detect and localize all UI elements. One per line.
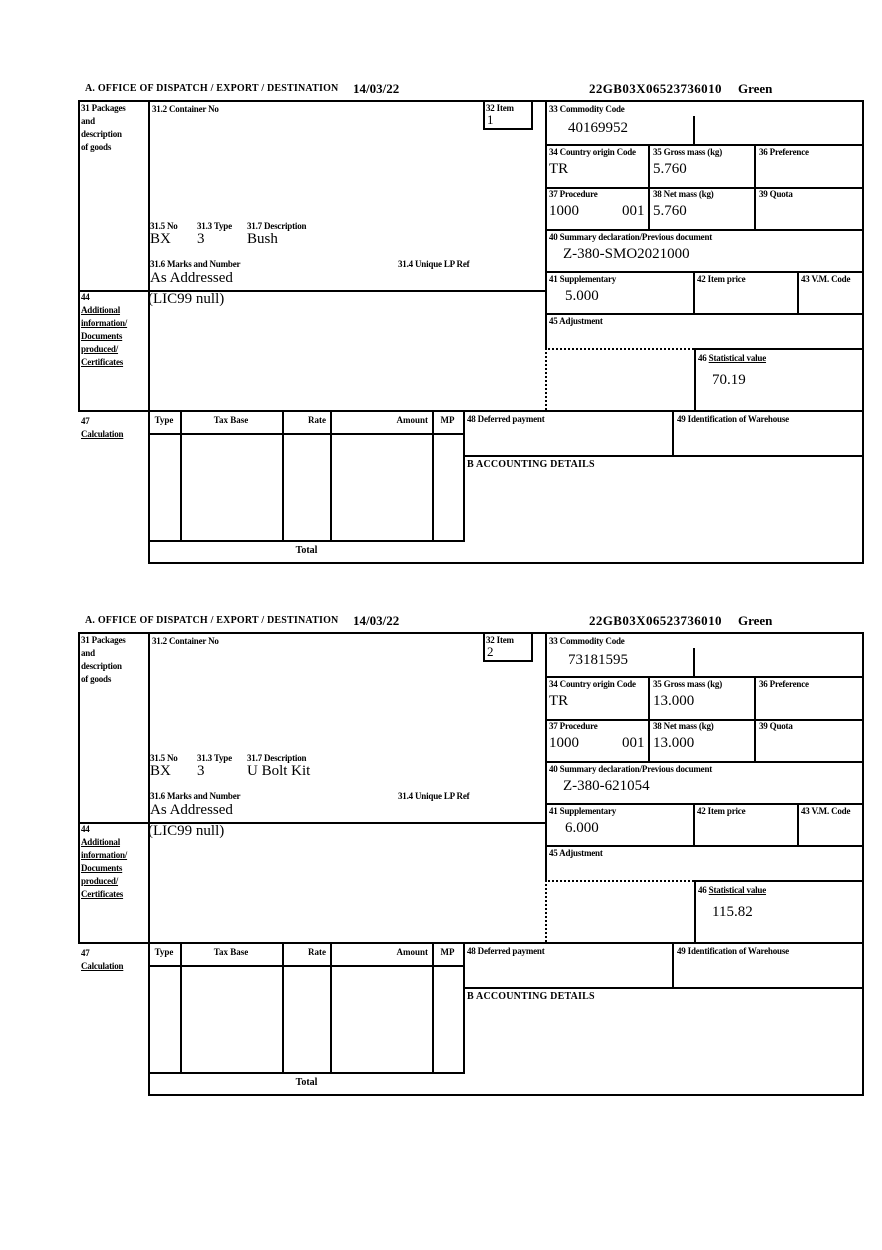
- warehouse-id-label: 49 Identification of Warehouse: [677, 946, 789, 956]
- line: [78, 632, 80, 944]
- total-label: Total: [295, 1077, 318, 1088]
- form-grid: [78, 100, 864, 564]
- unique-lp-ref-label: 31.4 Unique LP Ref: [398, 259, 470, 269]
- line: [148, 540, 465, 542]
- box47-number: 47: [81, 416, 90, 426]
- line: [862, 632, 864, 1096]
- line: [545, 761, 864, 763]
- line: [148, 100, 150, 564]
- preference-label: 36 Preference: [759, 679, 809, 689]
- box31-label-line1: 31 Packages: [81, 103, 126, 113]
- line: [545, 229, 864, 231]
- line: [797, 803, 799, 847]
- item-box-label: 32 Item: [486, 635, 514, 645]
- summary-declaration-label: 40 Summary declaration/Previous document: [549, 764, 713, 774]
- line: [672, 410, 674, 457]
- line: [483, 100, 485, 130]
- commodity-code-value: 40169952: [568, 120, 628, 136]
- box31-label-line3: description: [81, 129, 122, 139]
- line: [694, 348, 864, 350]
- line: [545, 632, 547, 880]
- box44-word-2: information/: [81, 850, 128, 860]
- pkg-no-label: 31.5 No: [150, 221, 178, 231]
- line: [78, 942, 864, 944]
- routing-value: Green: [738, 81, 773, 96]
- box44-number: 44: [81, 292, 90, 302]
- gross-mass-value: 5.760: [653, 161, 687, 177]
- procedure-ext-value: 001: [622, 203, 645, 219]
- line: [694, 348, 696, 410]
- line: [148, 433, 465, 435]
- country-origin-value: TR: [549, 161, 569, 177]
- commodity-code-label: 33 Commodity Code: [549, 104, 625, 114]
- gross-mass-value: 13.000: [653, 693, 695, 709]
- pkg-description-label: 31.7 Description: [247, 221, 307, 231]
- line: [148, 632, 150, 1096]
- line: [463, 455, 864, 457]
- line: [330, 410, 332, 540]
- previous-document-value: Z-380-SMO2021000: [563, 246, 690, 262]
- item-price-label: 42 Item price: [697, 274, 746, 284]
- line: [78, 100, 864, 102]
- item-price-label: 42 Item price: [697, 806, 746, 816]
- pkg-type-label: 31.3 Type: [197, 221, 232, 231]
- line: [694, 880, 864, 882]
- box44-word-4: produced/: [81, 876, 119, 886]
- dotted-line: [545, 348, 694, 350]
- pkg-no-value: BX: [150, 231, 171, 247]
- box44-word-5: Certificates: [81, 357, 124, 367]
- vm-code-label: 43 V.M. Code: [801, 806, 851, 816]
- total-label: Total: [295, 545, 318, 556]
- line: [545, 803, 864, 805]
- commodity-code-label: 33 Commodity Code: [549, 636, 625, 646]
- line: [463, 410, 465, 540]
- gross-mass-label: 35 Gross mass (kg): [653, 679, 722, 689]
- box31-label-line2: and: [81, 116, 95, 126]
- net-mass-label: 38 Net mass (kg): [653, 189, 714, 199]
- calc-col-type: Type: [154, 415, 174, 425]
- country-origin-value: TR: [549, 693, 569, 709]
- box31-label-line2: and: [81, 648, 95, 658]
- dispatch-date: 14/03/22: [353, 613, 400, 628]
- calc-col-amount: Amount: [396, 415, 428, 425]
- item-box-label: 32 Item: [486, 103, 514, 113]
- container-no-label: 31.2 Container No: [152, 104, 219, 114]
- quota-label: 39 Quota: [759, 189, 793, 199]
- statistical-value: 115.82: [712, 904, 753, 920]
- box44-word-2: information/: [81, 318, 128, 328]
- line: [282, 410, 284, 540]
- box44-word-5: Certificates: [81, 889, 124, 899]
- line: [148, 1094, 864, 1096]
- statistical-value-label: 46 Statistical value: [698, 353, 767, 363]
- calc-col-rate: Rate: [308, 415, 326, 425]
- routing-value: Green: [738, 613, 773, 628]
- line: [483, 660, 533, 662]
- pkg-type-label: 31.3 Type: [197, 753, 232, 763]
- line: [148, 965, 465, 967]
- line: [694, 880, 696, 942]
- net-mass-label: 38 Net mass (kg): [653, 721, 714, 731]
- line: [693, 271, 695, 315]
- net-mass-value: 5.760: [653, 203, 687, 219]
- deferred-payment-label: 48 Deferred payment: [467, 946, 545, 956]
- summary-declaration-label: 40 Summary declaration/Previous document: [549, 232, 713, 242]
- box44-word-3: Documents: [81, 331, 123, 341]
- container-no-label: 31.2 Container No: [152, 636, 219, 646]
- movement-reference-number: 22GB03X06523736010: [589, 613, 722, 628]
- procedure-ext-value: 001: [622, 735, 645, 751]
- line: [545, 313, 864, 315]
- box31-label-line4: of goods: [81, 674, 112, 684]
- calc-col-mp: MP: [440, 947, 455, 957]
- supplementary-value: 6.000: [565, 820, 599, 836]
- form-grid: [78, 632, 864, 1096]
- pkg-type-value: 3: [197, 231, 205, 247]
- calc-col-rate: Rate: [308, 947, 326, 957]
- quota-label: 39 Quota: [759, 721, 793, 731]
- office-of-dispatch-label: A. OFFICE OF DISPATCH / EXPORT / DESTINATION: [85, 615, 339, 626]
- commodity-code-separator: [693, 648, 695, 676]
- adjustment-label: 45 Adjustment: [549, 848, 603, 858]
- statistical-value: 70.19: [712, 372, 746, 388]
- pkg-no-label: 31.5 No: [150, 753, 178, 763]
- line: [672, 942, 674, 989]
- box44-word-1: Additional: [81, 837, 121, 847]
- pkg-description-value: U Bolt Kit: [247, 763, 311, 779]
- box44-word-1: Additional: [81, 305, 121, 315]
- line: [148, 1072, 465, 1074]
- pkg-no-value: BX: [150, 763, 171, 779]
- line: [531, 632, 533, 662]
- line: [545, 100, 547, 348]
- box31-label-line4: of goods: [81, 142, 112, 152]
- line: [330, 942, 332, 1072]
- unique-lp-ref-label: 31.4 Unique LP Ref: [398, 791, 470, 801]
- marks-value: As Addressed: [150, 270, 233, 286]
- accounting-details-label: B ACCOUNTING DETAILS: [467, 991, 595, 1002]
- pkg-description-value: Bush: [247, 231, 278, 247]
- country-origin-label: 34 Country origin Code: [549, 147, 636, 157]
- line: [78, 410, 864, 412]
- office-of-dispatch-label: A. OFFICE OF DISPATCH / EXPORT / DESTINATION: [85, 83, 339, 94]
- additional-info-value: (LIC99 null): [148, 291, 225, 307]
- commodity-code-separator: [693, 116, 695, 144]
- line: [463, 942, 465, 1072]
- copy-header: [78, 612, 864, 632]
- marks-value: As Addressed: [150, 802, 233, 818]
- calc-col-mp: MP: [440, 415, 455, 425]
- item-number-value: 1: [487, 112, 494, 127]
- preference-label: 36 Preference: [759, 147, 809, 157]
- marks-and-number-label: 31.6 Marks and Number: [150, 791, 241, 801]
- calc-col-amount: Amount: [396, 947, 428, 957]
- line: [545, 144, 864, 146]
- procedure-value: 1000: [549, 203, 579, 219]
- vm-code-label: 43 V.M. Code: [801, 274, 851, 284]
- line: [797, 271, 799, 315]
- procedure-label: 37 Procedure: [549, 721, 598, 731]
- line: [180, 942, 182, 1072]
- dotted-line: [545, 880, 547, 942]
- dispatch-date: 14/03/22: [353, 81, 400, 96]
- box31-label-line3: description: [81, 661, 122, 671]
- warehouse-id-label: 49 Identification of Warehouse: [677, 414, 789, 424]
- adjustment-label: 45 Adjustment: [549, 316, 603, 326]
- line: [693, 803, 695, 847]
- supplementary-label: 41 Supplementary: [549, 806, 617, 816]
- pkg-type-value: 3: [197, 763, 205, 779]
- supplementary-value: 5.000: [565, 288, 599, 304]
- commodity-code-value: 73181595: [568, 652, 628, 668]
- box47-label: Calculation: [81, 961, 124, 971]
- line: [148, 562, 864, 564]
- line: [78, 632, 864, 634]
- marks-and-number-label: 31.6 Marks and Number: [150, 259, 241, 269]
- procedure-value: 1000: [549, 735, 579, 751]
- box47-label: Calculation: [81, 429, 124, 439]
- movement-reference-number: 22GB03X06523736010: [589, 81, 722, 96]
- pkg-description-label: 31.7 Description: [247, 753, 307, 763]
- line: [545, 271, 864, 273]
- calc-col-tax-base: Tax Base: [213, 947, 249, 957]
- previous-document-value: Z-380-621054: [563, 778, 650, 794]
- box31-label-line1: 31 Packages: [81, 635, 126, 645]
- supplementary-label: 41 Supplementary: [549, 274, 617, 284]
- statistical-value-label: 46 Statistical value: [698, 885, 767, 895]
- line: [78, 100, 80, 412]
- deferred-payment-label: 48 Deferred payment: [467, 414, 545, 424]
- line: [463, 987, 864, 989]
- copy-header: [78, 80, 864, 100]
- line: [483, 128, 533, 130]
- accounting-details-label: B ACCOUNTING DETAILS: [467, 459, 595, 470]
- dotted-line: [545, 348, 547, 410]
- line: [432, 942, 434, 1072]
- dotted-line: [545, 880, 694, 882]
- line: [531, 100, 533, 130]
- box44-word-3: Documents: [81, 863, 123, 873]
- box44-word-4: produced/: [81, 344, 119, 354]
- line: [282, 942, 284, 1072]
- line: [483, 632, 485, 662]
- box47-number: 47: [81, 948, 90, 958]
- net-mass-value: 13.000: [653, 735, 695, 751]
- line: [545, 676, 864, 678]
- additional-info-value: (LIC99 null): [148, 823, 225, 839]
- declaration-copy-item-2: [78, 612, 864, 1096]
- procedure-label: 37 Procedure: [549, 189, 598, 199]
- declaration-copy-item-1: [78, 80, 864, 564]
- calc-col-tax-base: Tax Base: [213, 415, 249, 425]
- country-origin-label: 34 Country origin Code: [549, 679, 636, 689]
- gross-mass-label: 35 Gross mass (kg): [653, 147, 722, 157]
- calc-col-type: Type: [154, 947, 174, 957]
- line: [545, 845, 864, 847]
- item-number-value: 2: [487, 644, 494, 659]
- line: [432, 410, 434, 540]
- line: [862, 100, 864, 564]
- line: [180, 410, 182, 540]
- box44-number: 44: [81, 824, 90, 834]
